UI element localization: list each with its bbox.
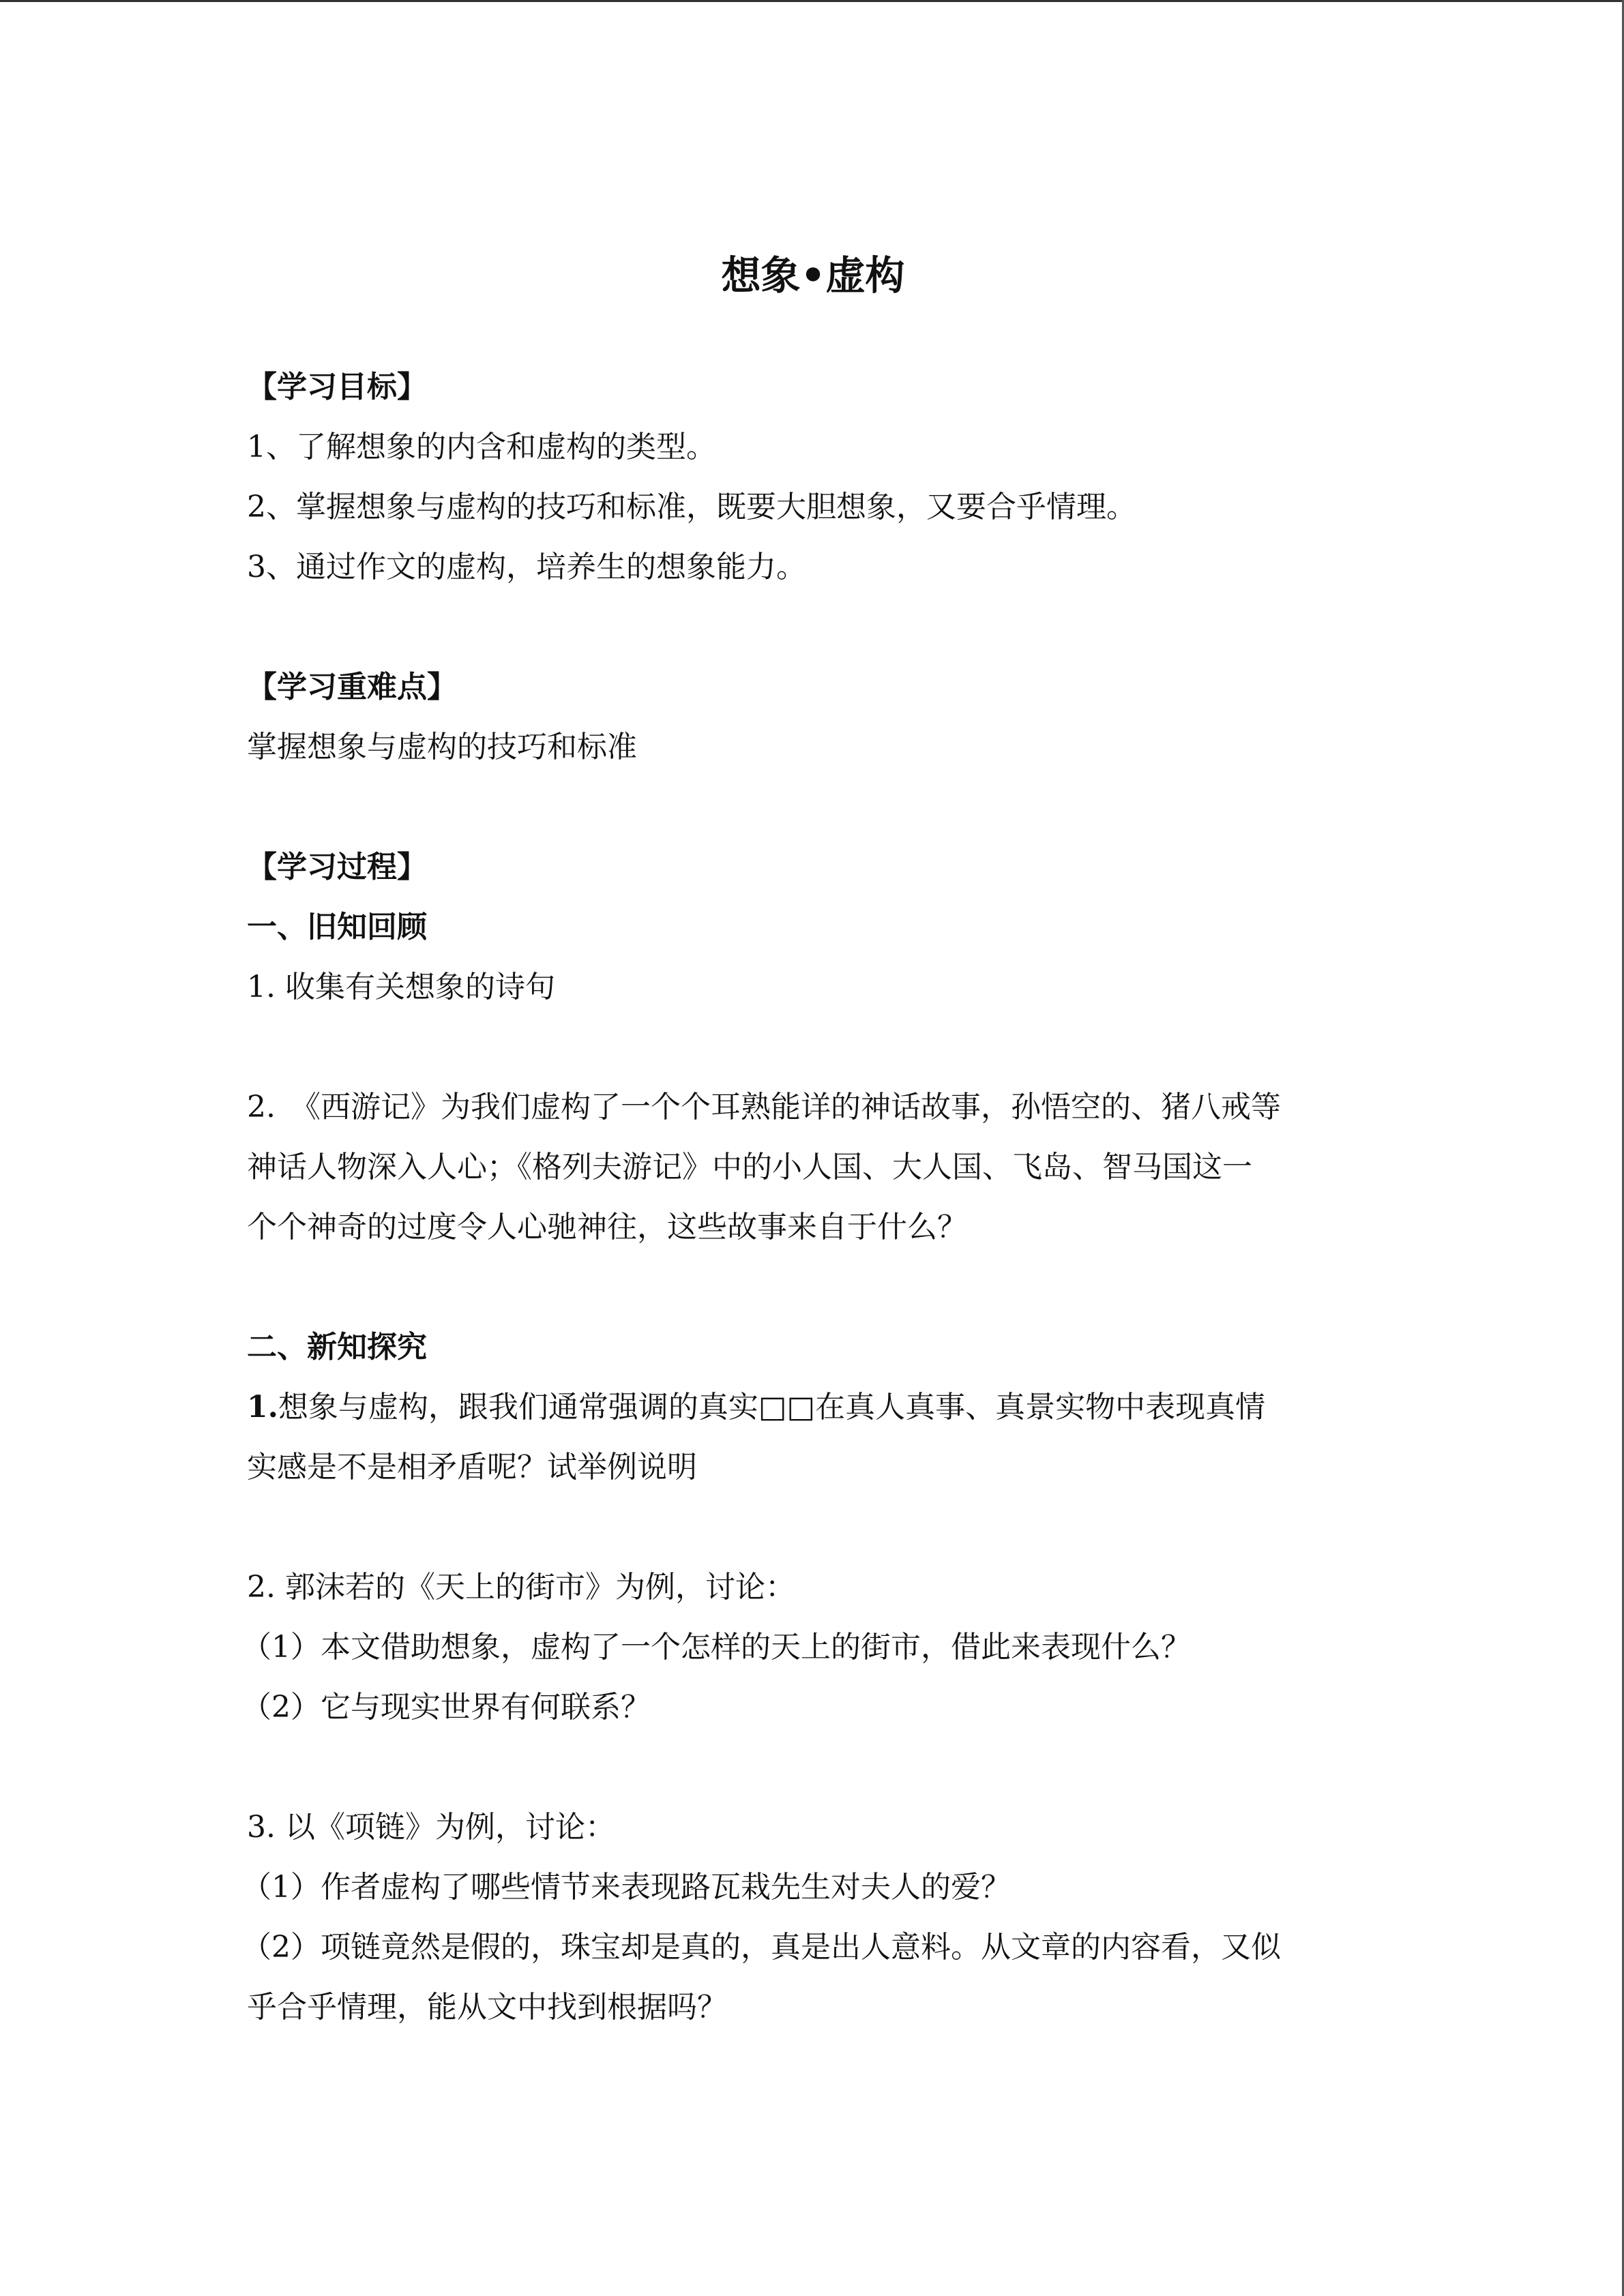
document-title: 想象•虚构 bbox=[721, 252, 905, 299]
part1-heading: 一、旧知回顾 bbox=[247, 910, 427, 944]
part2-question-1-line-1 bbox=[247, 1377, 1379, 1437]
goal-item-2: 2、掌握想象与虚构的技巧和标准，既要大胆想象，又要合乎情理。 bbox=[247, 490, 1136, 524]
part2-question-3-sub-1: （1）作者虚构了哪些情节来表现路瓦栽先生对夫人的爱？ bbox=[241, 1870, 1011, 1905]
part2-heading: 二、新知探究 bbox=[247, 1330, 427, 1365]
goal-item-1: 1、了解想象的内含和虚构的类型。 bbox=[247, 430, 716, 464]
part2-question-3-sub-2-line-2: 乎合乎情理，能从文中找到根据吗？ bbox=[247, 1990, 727, 2025]
part2-question-2-sub-1: （1）本文借助想象，虚构了一个怎样的天上的街市，借此来表现什么？ bbox=[241, 1630, 1191, 1665]
key-points-text: 掌握想象与虚构的技巧和标准 bbox=[247, 730, 637, 764]
part1-question-2-line-3: 个个神奇的过度令人心驰神往，这些故事来自于什么？ bbox=[247, 1210, 967, 1244]
goal-item-3: 3、通过作文的虚构，培养生的想象能力。 bbox=[247, 550, 806, 584]
part2-question-2: 2. 郭沫若的《天上的街市》为例，讨论： bbox=[247, 1570, 795, 1605]
part2-question-3: 3. 以《项链》为例，讨论： bbox=[247, 1810, 615, 1845]
page-top-border bbox=[0, 0, 1624, 2]
part1-question-2-line-2: 神话人物深入人心；《格列夫游记》中的小人国、大人国、飞岛、智马国这一 bbox=[247, 1150, 1252, 1184]
goals-heading: 【学习目标】 bbox=[247, 370, 427, 404]
part1-question-1: 1. 收集有关想象的诗句 bbox=[247, 970, 555, 1004]
part1-question-2-line-1: 2. 《西游记》为我们虚构了一个个耳熟能详的神话故事，孙悟空的、猪八戒等 bbox=[247, 1090, 1281, 1124]
process-heading: 【学习过程】 bbox=[247, 850, 427, 884]
part2-question-1-number: 1. bbox=[247, 1390, 278, 1425]
part2-question-1-text: 想象与虚构，跟我们通常强调的真实□□在真人真事、真景实物中表现真情 bbox=[278, 1390, 1266, 1425]
part2-question-2-sub-2: （2）它与现实世界有何联系？ bbox=[241, 1690, 651, 1725]
key-points-heading: 【学习重难点】 bbox=[247, 670, 457, 704]
part2-question-3-sub-2-line-1: （2）项链竟然是假的，珠宝却是真的，真是出人意料。从文章的内容看，又似 bbox=[241, 1930, 1281, 1965]
part2-question-1-line-2: 实感是不是相矛盾呢？试举例说明 bbox=[247, 1450, 697, 1485]
